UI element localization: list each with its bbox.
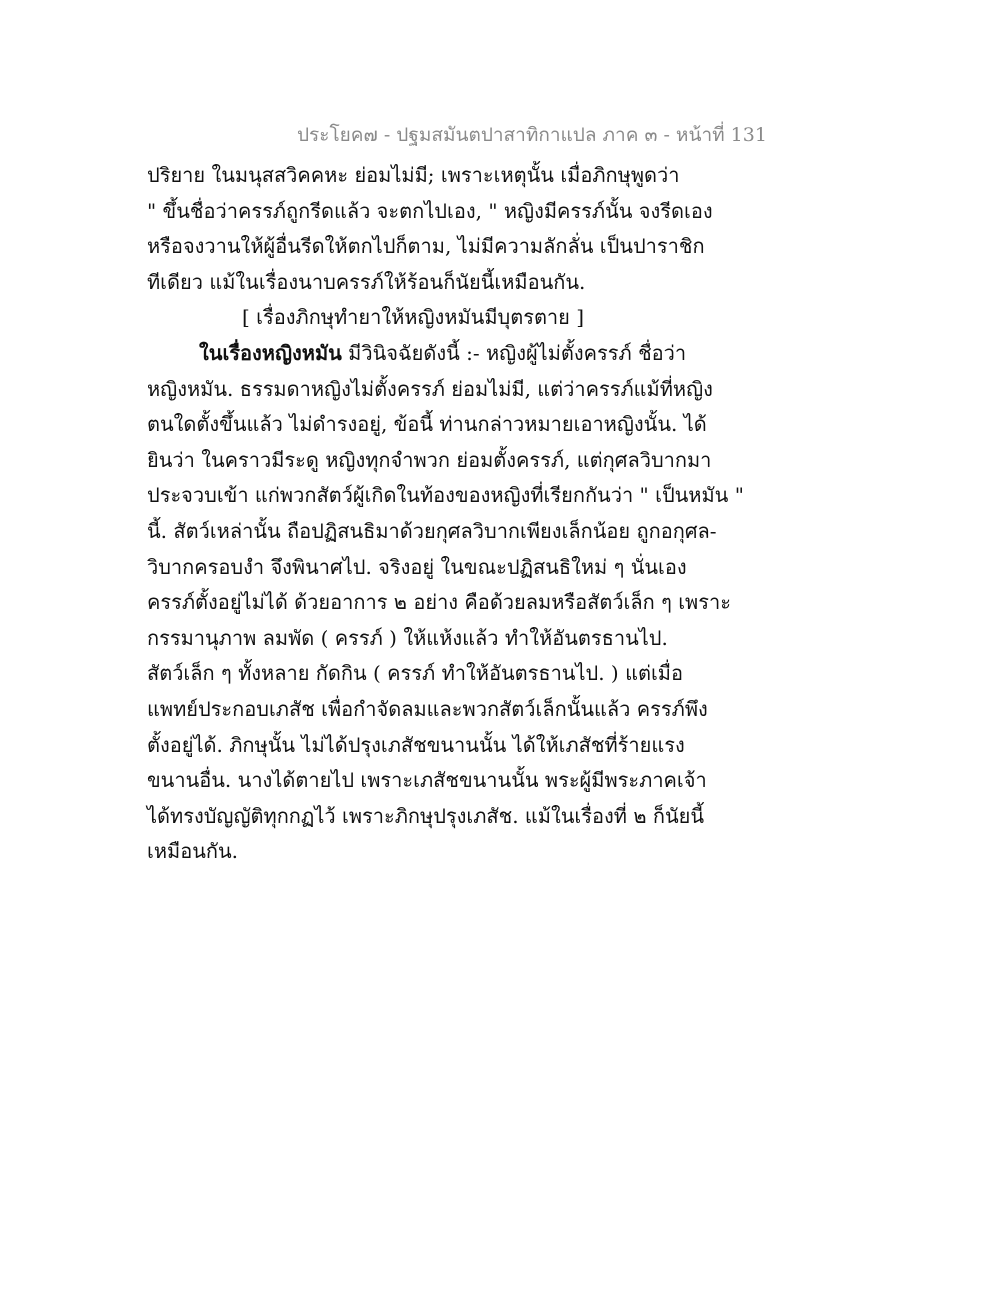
text-line: ครรภ์ตั้งอยู่ไม่ได้ ด้วยอาการ ๒ อย่าง คือด้วยลมหรือสัตว์เล็ก ๆ เพราะ	[147, 590, 731, 615]
lead-bold-term: ในเรื่องหญิงหมัน	[199, 340, 342, 365]
text-line: นี้. สัตว์เหล่านั้น ถือปฏิสนธิมาด้วยกุศลวิบากเพียงเล็กน้อย ถูกอกุศล-	[147, 518, 717, 543]
text-line: แพทย์ประกอบเภสัช เพื่อกำจัดลมและพวกสัตว์เล็กนั้นแล้ว ครรภ์พึง	[147, 696, 708, 721]
text-line: ตั้งอยู่ได้. ภิกษุนั้น ไม่ได้ปรุงเภสัชขนานนั้น ได้ให้เภสัชที่ร้ายแรง	[147, 732, 685, 757]
text-line: สัตว์เล็ก ๆ ทั้งหลาย กัดกิน ( ครรภ์ ทำให้อันตรธานไป. ) แต่เมื่อ	[147, 661, 684, 686]
paragraph-1	[147, 158, 732, 300]
text-line: ได้ทรงบัญญัติทุกกฏไว้ เพราะภิกษุปรุงเภสัช. แม้ในเรื่องที่ ๒ ก็นัยนี้	[147, 803, 705, 828]
text-line: " ขึ้นชื่อว่าครรภ์ถูกรีดแล้ว จะตกไปเอง, " หญิงมีครรภ์นั้น จงรีดเอง	[147, 198, 713, 223]
document-body	[147, 158, 744, 870]
text-line: กรรมานุภาพ ลมพัด ( ครรภ์ ) ให้แห้งแล้ว ทำให้อันตรธานไป.	[147, 625, 668, 650]
text-line: หรือจงวานให้ผู้อื่นรีดให้ตกไปก็ตาม, ไม่มีความลักลั่น เป็นปาราชิก	[147, 234, 705, 259]
text-line: หญิงหมัน. ธรรมดาหญิงไม่ตั้งครรภ์ ย่อมไม่มี, แต่ว่าครรภ์แม้ที่หญิง	[147, 376, 713, 401]
text-line: วิบากครอบงำ จึงพินาศไป. จริงอยู่ ในขณะปฏิสนธิใหม่ ๆ นั่นเอง	[147, 554, 687, 579]
text-line: ปริยาย ในมนุสสวิคคหะ ย่อมไม่มี; เพราะเหตุนั้น เมื่อภิกษุพูดว่า	[147, 163, 680, 187]
paragraph-2	[147, 336, 744, 870]
page-header: ประโยค๗ - ปฐมสมันตปาสาทิกาแปล ภาค ๓ - หน้าที่ 131	[297, 124, 767, 146]
section-heading: [ เรื่องภิกษุทำยาให้หญิงหมันมีบุตรตาย ]	[242, 305, 585, 330]
text-line: เหมือนกัน.	[147, 839, 239, 864]
text-line: ขนานอื่น. นางได้ตายไป เพราะเภสัชขนานนั้น พระผู้มีพระภาคเจ้า	[147, 768, 707, 793]
text-line: ยินว่า ในคราวมีระดู หญิงทุกจำพวก ย่อมตั้งครรภ์, แต่กุศลวิบากมา	[147, 447, 712, 472]
lead-rest: มีวินิจฉัยดังนี้ :- หญิงผู้ไม่ตั้งครรภ์ ชื่อว่า	[341, 340, 687, 365]
text-line: ประจวบเข้า แก่พวกสัตว์ผู้เกิดในท้องของหญิงที่เรียกกันว่า " เป็นหมัน "	[147, 483, 744, 508]
text-line: ทีเดียว แม้ในเรื่องนาบครรภ์ให้ร้อนก็นัยนี้เหมือนกัน.	[147, 269, 586, 294]
text-line-lead	[147, 336, 732, 372]
text-line: ตนใดตั้งขึ้นแล้ว ไม่ดำรงอยู่, ข้อนี้ ท่านกล่าวหมายเอาหญิงนั้น. ได้	[147, 412, 707, 437]
